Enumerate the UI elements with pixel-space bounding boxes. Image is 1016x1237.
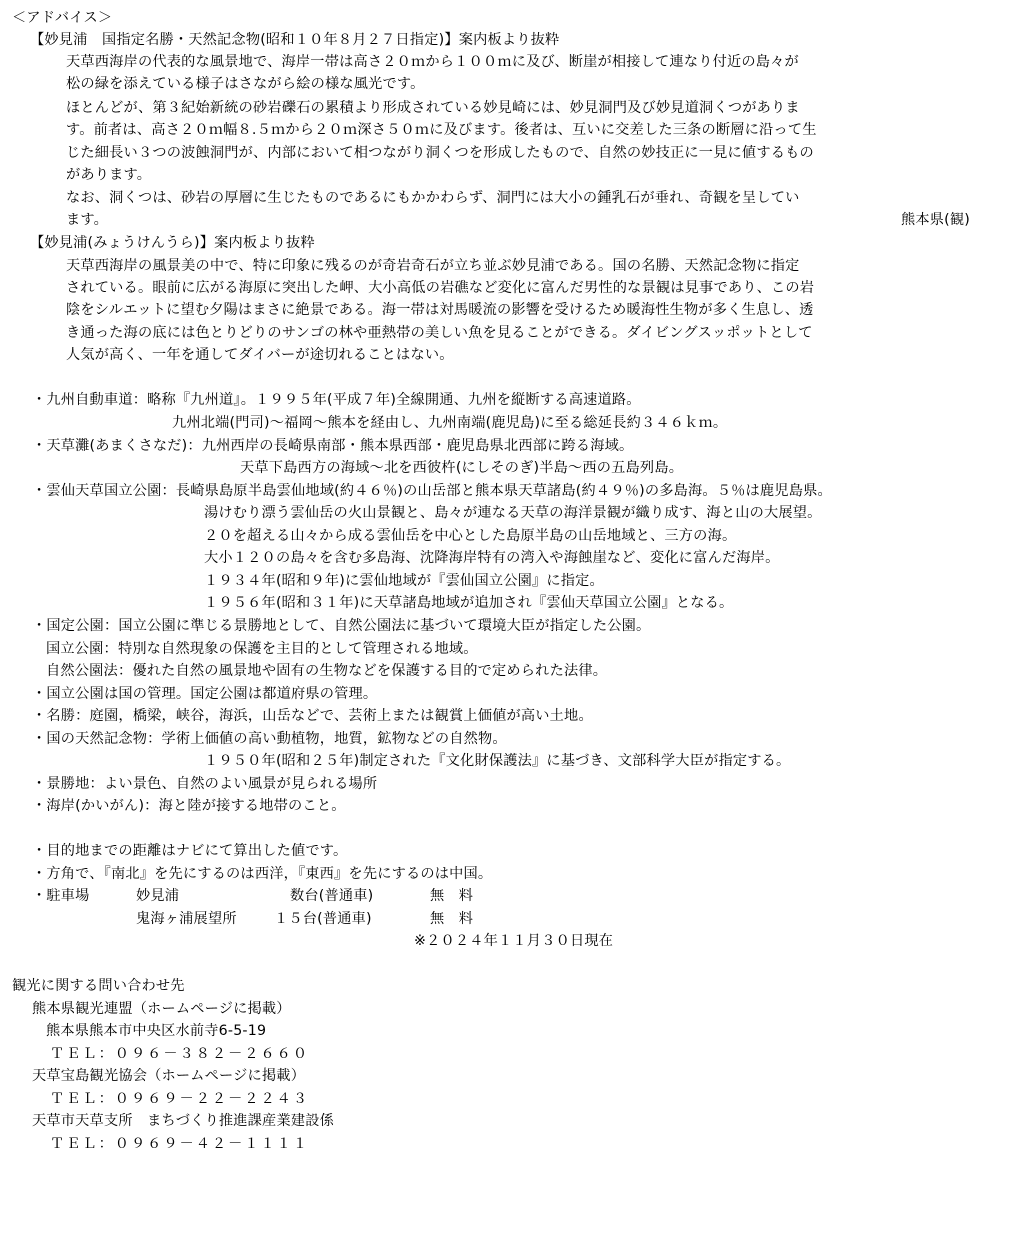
note-quasi-national-park: ・国定公園：国立公園に準じる景勝地として、自然公園法に基づいて環境大臣が指定した公園。 bbox=[32, 618, 651, 634]
note-unzen-detail-3: 大小１２０の島々を含む多島海、沈降海岸特有の湾入や海蝕崖など、変化に富んだ海岸。 bbox=[204, 550, 780, 566]
section1-title: 【妙見浦 国指定名勝・天然記念物(昭和１０年８月２７日指定)】案内板より抜粋 bbox=[30, 32, 560, 48]
advice-header: ＜アドバイス＞ bbox=[12, 10, 113, 26]
note-distance: ・目的地までの距離はナビにて算出した値です。 bbox=[32, 843, 348, 859]
section1-p3-line1: なお、洞くつは、砂岩の厚層に生じたものであるにもかかわらず、洞門には大小の鍾乳石が垂れ、奇観を呈してい bbox=[66, 190, 800, 206]
contact-org-amakusa-branch: 天草市天草支所 まちづくり推進課産業建設係 bbox=[32, 1113, 334, 1129]
note-natural-monument-detail: １９５０年(昭和２５年)制定された『文化財保護法』に基づき、文部科学大臣が指定する。 bbox=[204, 753, 791, 769]
section1-p2-line1: ほとんどが、第３紀始新統の砂岩礫石の累積より形成されている妙見崎には、妙見洞門及び妙見道洞くつがありま bbox=[66, 100, 800, 116]
parking-as-of: ※２０２４年１１月３０日現在 bbox=[414, 933, 614, 949]
note-natural-parks-act: 自然公園法：優れた自然の風景地や固有の生物などを保護する目的で定められた法律。 bbox=[46, 663, 608, 679]
section1-p2-line3: じた細長い３つの波蝕洞門が、内部において相つながり洞くつを形成したもので、自然の妙技正に一見に値するもの bbox=[66, 145, 814, 161]
contact-org-kumamoto: 熊本県観光連盟（ホームページに掲載） bbox=[32, 1001, 291, 1017]
section2-title: 【妙見浦(みょうけんうら)】案内板より抜粋 bbox=[30, 235, 315, 251]
parking-fee: 無 料 bbox=[430, 888, 474, 904]
section1-p2-line2: す。前者は、高さ２０ｍ幅８.５ｍから２０ｍ深さ５０ｍに及びます。後者は、互いに交差した三条の断層に沿って生 bbox=[66, 122, 817, 138]
note-unzen-detail-5: １９５６年(昭和３１年)に天草諸島地域が追加され『雲仙天草国立公園』となる。 bbox=[204, 595, 734, 611]
section1-p1-line1: 天草西海岸の代表的な風景地で、海岸一帯は高さ２０ｍから１００ｍに及び、断崖が相接して連なり付近の島々が bbox=[66, 54, 799, 70]
section1-p2-line4: があります。 bbox=[66, 167, 152, 183]
parking-fee: 無 料 bbox=[430, 911, 474, 927]
contact-address-kumamoto: 熊本県熊本市中央区水前寺6-5-19 bbox=[46, 1023, 267, 1039]
contacts-heading: 観光に関する問い合わせ先 bbox=[12, 978, 185, 994]
section2-line2: されている。眼前に広がる海原に突出した岬、大小高低の岩礁など変化に富んだ男性的な景観は見事であり、この岩 bbox=[66, 280, 815, 296]
contact-tel-kumamoto: ＴＥＬ：０９６－３８２－２６６０ bbox=[50, 1046, 310, 1062]
contact-org-amakusa-takarajima: 天草宝島観光協会（ホームページに掲載） bbox=[32, 1068, 306, 1084]
note-unzen-detail-2: ２０を超える山々から成る雲仙岳を中心とした島原半島の山岳地域と、三方の海。 bbox=[204, 528, 737, 544]
section2-line4: き通った海の底には色とりどりのサンゴの林や亜熱帯の美しい魚を見ることができる。ダイビングスッポットとして bbox=[66, 325, 813, 341]
section2-line1: 天草西海岸の風景美の中で、特に印象に残るのが奇岩奇石が立ち並ぶ妙見浦である。国の名勝、天然記念物に指定 bbox=[66, 258, 800, 274]
note-amakusa-nada-detail: 天草下島西方の海域～北を西彼杵(にしそのぎ)半島～西の五島列島。 bbox=[240, 460, 684, 476]
note-direction: ・方角で、『南北』を先にするのは西洋，『東西』を先にするのは中国。 bbox=[32, 866, 493, 882]
note-unzen-detail-1: 湯けむり漂う雲仙岳の火山景観と、島々が連なる天草の海洋景観が織り成す、海と山の大展望。 bbox=[204, 505, 822, 521]
parking-count: 数台(普通車) bbox=[290, 888, 374, 904]
parking-label: ・駐車場 bbox=[32, 888, 90, 904]
section2-line5: 人気が高く、一年を通してダイバーが途切れることはない。 bbox=[66, 347, 454, 363]
note-national-park: 国立公園：特別な自然現象の保護を主目的として管理される地域。 bbox=[46, 641, 478, 657]
contact-tel-amakusa-branch: ＴＥＬ：０９６９－４２－１１１１ bbox=[50, 1136, 310, 1152]
note-scenic-beauty: ・名勝：庭園，橋梁，峡谷，海浜，山岳などで、芸術上または観賞上価値が高い土地。 bbox=[32, 708, 593, 724]
note-unzen-amakusa-park: ・雲仙天草国立公園：長崎県島原半島雲仙地域(約４６％)の山岳部と熊本県天草諸島(約４９％)の多島海。５％は鹿児島県。 bbox=[32, 483, 832, 499]
contact-tel-amakusa-takarajima: ＴＥＬ：０９６９－２２－２２４３ bbox=[50, 1091, 310, 1107]
section1-credit: 熊本県(観) bbox=[900, 212, 970, 228]
note-unzen-detail-4: １９３４年(昭和９年)に雲仙地域が『雲仙国立公園』に指定。 bbox=[204, 573, 604, 589]
section1-p3-line2: ます。 bbox=[66, 212, 109, 228]
note-coast: ・海岸(かいがん)：海と陸が接する地帯のこと。 bbox=[32, 798, 346, 814]
note-kyushu-expressway-detail: 九州北端(門司)～福岡～熊本を経由し、九州南端(鹿児島)に至る総延長約３４６ｋｍ。 bbox=[172, 415, 728, 431]
note-park-management: ・国立公園は国の管理。国定公園は都道府県の管理。 bbox=[32, 686, 378, 702]
note-natural-monument: ・国の天然記念物：学術上価値の高い動植物，地質，鉱物などの自然物。 bbox=[32, 731, 507, 747]
parking-count: １５台(普通車) bbox=[274, 911, 372, 927]
parking-place: 鬼海ヶ浦展望所 bbox=[136, 911, 237, 927]
note-amakusa-nada: ・天草灘(あまくさなだ)：九州西岸の長崎県南部・熊本県西部・鹿児島県北西部に跨る海域。 bbox=[32, 438, 634, 454]
parking-place: 妙見浦 bbox=[136, 888, 180, 904]
section2-line3: 陰をシルエットに望む夕陽はまさに絶景である。海一帯は対馬暖流の影響を受けるため暖海性生物が多く生息し、透 bbox=[66, 302, 814, 318]
note-kyushu-expressway: ・九州自動車道：略称『九州道』。１９９５年(平成７年)全線開通、九州を縦断する高速道路。 bbox=[32, 392, 641, 408]
note-scenic-spot: ・景勝地：よい景色、自然のよい風景が見られる場所 bbox=[32, 776, 378, 792]
section1-p1-line2: 松の緑を添えている様子はさながら絵の様な風光です。 bbox=[66, 76, 425, 92]
